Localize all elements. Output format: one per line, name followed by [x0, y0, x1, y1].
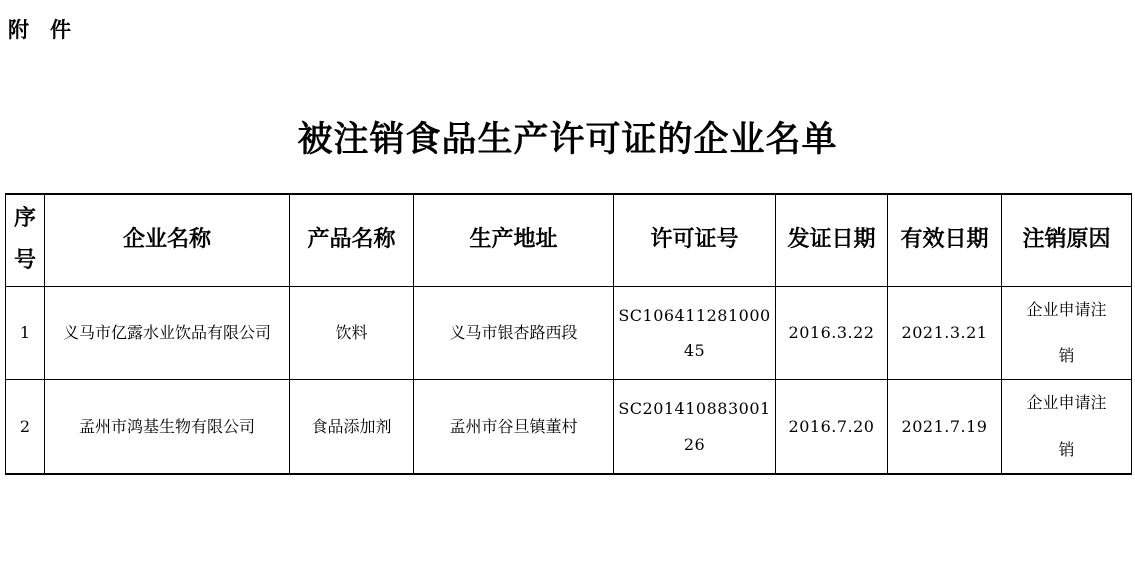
cell-product: 食品添加剂 [290, 380, 414, 474]
cell-license: SC20141088300126 [614, 380, 776, 474]
cell-valid-date: 2021.3.21 [888, 286, 1002, 380]
revoked-licenses-table [5, 193, 1132, 475]
column-header-license: 许可证号 [614, 194, 776, 286]
column-header-company: 企业名称 [45, 194, 290, 286]
cell-issue-date: 2016.3.22 [776, 286, 888, 380]
column-header-index: 序号 [6, 194, 45, 286]
cell-address: 义马市银杏路西段 [414, 286, 614, 380]
table-row [6, 380, 1132, 474]
reason-text: 企业申请注销 [1026, 393, 1107, 459]
cell-issue-date: 2016.7.20 [776, 380, 888, 474]
page-title: 被注销食品生产许可证的企业名单 [297, 120, 838, 160]
cell-index: 1 [6, 286, 45, 380]
cell-product: 饮料 [290, 286, 414, 380]
table-row [6, 286, 1132, 380]
column-header-issue-date: 发证日期 [776, 194, 888, 286]
attachment-label: 附 件 [8, 18, 71, 42]
column-header-valid-date: 有效日期 [888, 194, 1002, 286]
table-header-row [6, 194, 1132, 286]
cell-reason [1002, 286, 1132, 380]
cell-reason [1002, 380, 1132, 474]
cell-address: 孟州市谷旦镇董村 [414, 380, 614, 474]
cell-valid-date: 2021.7.19 [888, 380, 1002, 474]
column-header-product: 产品名称 [290, 194, 414, 286]
cell-license: SC10641128100045 [614, 286, 776, 380]
cell-company: 义马市亿露水业饮品有限公司 [45, 286, 290, 380]
cell-company: 孟州市鸿基生物有限公司 [45, 380, 290, 474]
cell-index: 2 [6, 380, 45, 474]
column-header-reason: 注销原因 [1002, 194, 1132, 286]
column-header-address: 生产地址 [414, 194, 614, 286]
reason-text: 企业申请注销 [1026, 299, 1107, 365]
